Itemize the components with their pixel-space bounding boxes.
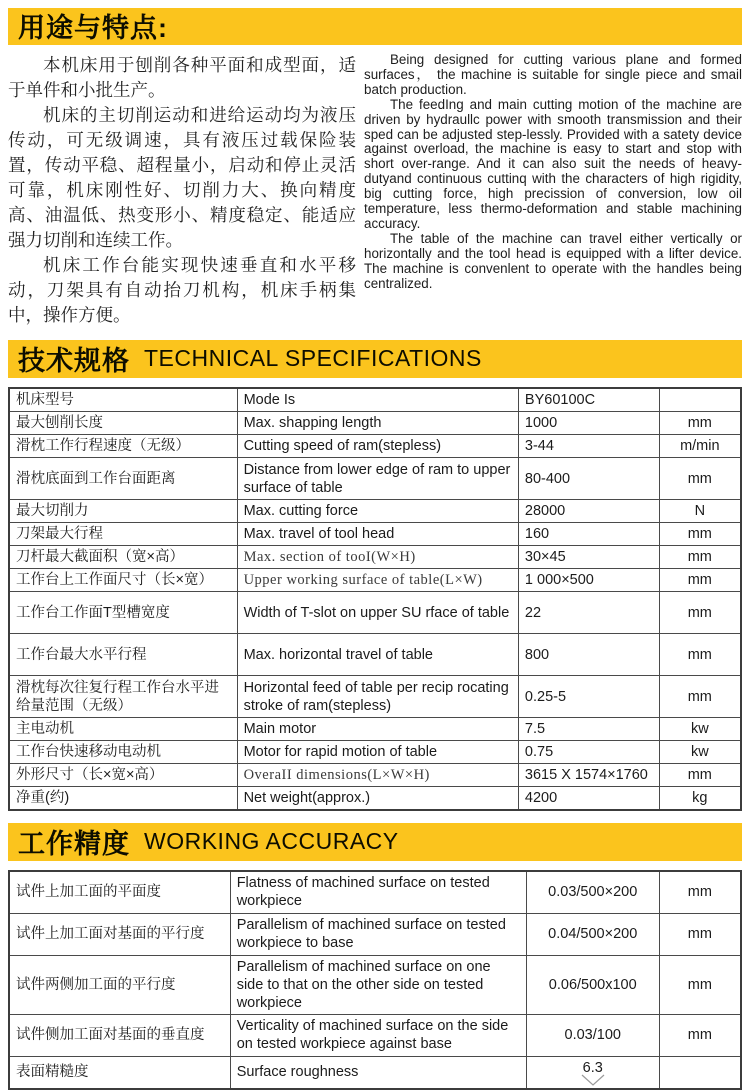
value-cell: 0.04/500×200 <box>526 913 659 955</box>
accuracy-title-en: WORKING ACCURACY <box>144 827 399 854</box>
en-label-cell: OveraII dimensions(L×W×H) <box>237 764 518 787</box>
unit-cell: mm <box>659 569 741 592</box>
unit-cell: mm <box>659 764 741 787</box>
value-cell: 4200 <box>518 787 659 811</box>
en-label-cell: Distance from lower edge of ram to upper surface of table <box>237 458 518 500</box>
accuracy-row <box>9 1056 741 1089</box>
accuracy-row <box>9 1014 741 1056</box>
surface-roughness-value <box>580 1061 606 1086</box>
intro-english-text <box>364 53 742 328</box>
value-cell: 22 <box>518 592 659 634</box>
unit-cell: mm <box>659 546 741 569</box>
spec-title-en: TECHNICAL SPECIFICATIONS <box>144 344 482 371</box>
en-label-cell: Motor for rapid motion of table <box>237 741 518 764</box>
cn-label-cell: 滑枕每次往复行程工作台水平进给量范围（无级） <box>9 676 237 718</box>
unit-cell: mm <box>659 523 741 546</box>
cn-label-cell: 试件侧加工面对基面的垂直度 <box>9 1014 230 1056</box>
accuracy-table <box>8 870 742 1090</box>
unit-cell: mm <box>659 412 741 435</box>
spec-row <box>9 676 741 718</box>
value-cell: 800 <box>518 634 659 676</box>
unit-cell: kw <box>659 718 741 741</box>
unit-cell: N <box>659 500 741 523</box>
unit-cell: mm <box>659 955 741 1014</box>
cn-label-cell: 滑枕底面到工作台面距离 <box>9 458 237 500</box>
cn-label-cell: 刀架最大行程 <box>9 523 237 546</box>
intro-columns <box>8 53 742 328</box>
value-cell: 0.06/500x100 <box>526 955 659 1014</box>
cn-label-cell: 最大切削力 <box>9 500 237 523</box>
cn-label-cell: 工作台工作面T型槽宽度 <box>9 592 237 634</box>
spec-row <box>9 741 741 764</box>
value-cell: 80-400 <box>518 458 659 500</box>
intro-paragraph-en: The feedIng and main cutting motion of the machine are driven by hydraullc power with smooth transmission and their sped can be adjusted step-lessly. Provided with a satety device against overload, the machine is easy to start and stop with short over-range. And it can also suit the needs of heavy-dutyand continuous cuttinq with the characters of high rigidity, big cutting force, high precission of conversion, low oil temperature, less thermo-deformation and stable machining accuracy. <box>364 96 742 231</box>
en-label-cell: Max. travel of tool head <box>237 523 518 546</box>
spec-row <box>9 388 741 412</box>
roughness-number: 6.3 <box>582 1059 603 1076</box>
unit-cell: mm <box>659 1014 741 1056</box>
en-label-cell: Parallelism of machined surface on tested workpiece to base <box>230 913 526 955</box>
accuracy-row <box>9 913 741 955</box>
value-cell: 3-44 <box>518 435 659 458</box>
intro-section-band <box>8 8 742 45</box>
value-cell: 30×45 <box>518 546 659 569</box>
intro-paragraph-en: The table of the machine can travel either vertically or horizontally and the tool head is equipped with a lifter device. The machine is convenlent to operate with the handles being centralized. <box>364 230 742 291</box>
unit-cell: kw <box>659 741 741 764</box>
value-cell: 0.25-5 <box>518 676 659 718</box>
cn-label-cell: 工作台快速移动电动机 <box>9 741 237 764</box>
intro-paragraph-cn: 机床工作台能实现快速垂直和水平移动，刀架具有自动抬刀机构，机床手柄集中，操作方便。 <box>8 255 356 325</box>
unit-cell: mm <box>659 458 741 500</box>
cn-label-cell: 净重(约) <box>9 787 237 811</box>
spec-row <box>9 523 741 546</box>
spec-row <box>9 592 741 634</box>
en-label-cell: Main motor <box>237 718 518 741</box>
cn-label-cell: 表面精糙度 <box>9 1056 230 1089</box>
value-cell: 0.75 <box>518 741 659 764</box>
value-cell: 160 <box>518 523 659 546</box>
spec-row <box>9 435 741 458</box>
en-label-cell: Max. shapping length <box>237 412 518 435</box>
en-label-cell: Flatness of machined surface on tested workpiece <box>230 871 526 913</box>
en-label-cell: Mode Is <box>237 388 518 412</box>
spec-table <box>8 387 742 811</box>
en-label-cell: Max. cutting force <box>237 500 518 523</box>
value-cell: 0.03/100 <box>526 1014 659 1056</box>
intro-title: 用途与特点: <box>18 13 168 43</box>
spec-row <box>9 718 741 741</box>
spec-section-band <box>8 340 742 378</box>
cn-label-cell: 工作台最大水平行程 <box>9 634 237 676</box>
intro-paragraph-en: Being designed for cutting various plane and formed surfaces， the machine is suitable for single piece and smail batch production. <box>364 52 742 97</box>
intro-paragraph-cn: 机床的主切削运动和进给运动均为液压传动，可无级调速，具有液压过载保险装置，传动平稳、超程量小，启动和停止灵活可靠，机床刚性好、切削力大、换向精度高、油温低、热变形小、精度稳定、能适应强力切削和连续工作。 <box>8 105 356 250</box>
spec-row <box>9 569 741 592</box>
value-cell: 28000 <box>518 500 659 523</box>
spec-row <box>9 764 741 787</box>
value-cell: BY60100C <box>518 388 659 412</box>
en-label-cell: Net weight(approx.) <box>237 787 518 811</box>
value-cell <box>526 1056 659 1089</box>
en-label-cell: Cutting speed of ram(stepless) <box>237 435 518 458</box>
cn-label-cell: 工作台上工作面尺寸（长×宽） <box>9 569 237 592</box>
value-cell: 1000 <box>518 412 659 435</box>
cn-label-cell: 最大刨削长度 <box>9 412 237 435</box>
cn-label-cell: 主电动机 <box>9 718 237 741</box>
en-label-cell: Surface roughness <box>230 1056 526 1089</box>
en-label-cell: Upper working surface of table(L×W) <box>237 569 518 592</box>
unit-cell: m/min <box>659 435 741 458</box>
cn-label-cell: 机床型号 <box>9 388 237 412</box>
spec-row <box>9 500 741 523</box>
en-label-cell: Width of T-slot on upper SU rface of table <box>237 592 518 634</box>
spec-row <box>9 546 741 569</box>
unit-cell <box>659 1056 741 1089</box>
value-cell: 7.5 <box>518 718 659 741</box>
spec-row <box>9 787 741 811</box>
cn-label-cell: 试件上加工面对基面的平行度 <box>9 913 230 955</box>
en-label-cell: Verticality of machined surface on the side on tested workpiece against base <box>230 1014 526 1056</box>
unit-cell <box>659 388 741 412</box>
en-label-cell: Max. section of tooI(W×H) <box>237 546 518 569</box>
en-label-cell: Horizontal feed of table per recip rocating stroke of ram(stepless) <box>237 676 518 718</box>
unit-cell: mm <box>659 634 741 676</box>
accuracy-row <box>9 955 741 1014</box>
accuracy-section-band <box>8 823 742 861</box>
spec-row <box>9 412 741 435</box>
unit-cell: mm <box>659 871 741 913</box>
spec-title-cn: 技术规格 <box>18 345 130 376</box>
accuracy-row <box>9 871 741 913</box>
cn-label-cell: 滑枕工作行程速度（无级） <box>9 435 237 458</box>
intro-paragraph-cn: 本机床用于刨削各种平面和成型面，适于单件和小批生产。 <box>8 55 356 100</box>
accuracy-title-cn: 工作精度 <box>18 828 130 859</box>
spec-row <box>9 458 741 500</box>
cn-label-cell: 外形尺寸（长×宽×高） <box>9 764 237 787</box>
unit-cell: kg <box>659 787 741 811</box>
en-label-cell: Max. horizontal travel of table <box>237 634 518 676</box>
cn-label-cell: 试件两侧加工面的平行度 <box>9 955 230 1014</box>
spec-row <box>9 634 741 676</box>
en-label-cell: Parallelism of machined surface on one side to that on the other side on tested workpiece <box>230 955 526 1014</box>
cn-label-cell: 试件上加工面的平面度 <box>9 871 230 913</box>
value-cell: 1 000×500 <box>518 569 659 592</box>
intro-chinese-text <box>8 53 356 328</box>
unit-cell: mm <box>659 913 741 955</box>
value-cell: 3615 X 1574×1760 <box>518 764 659 787</box>
cn-label-cell: 刀杆最大截面积（宽×高） <box>9 546 237 569</box>
value-cell: 0.03/500×200 <box>526 871 659 913</box>
unit-cell: mm <box>659 676 741 718</box>
unit-cell: mm <box>659 592 741 634</box>
